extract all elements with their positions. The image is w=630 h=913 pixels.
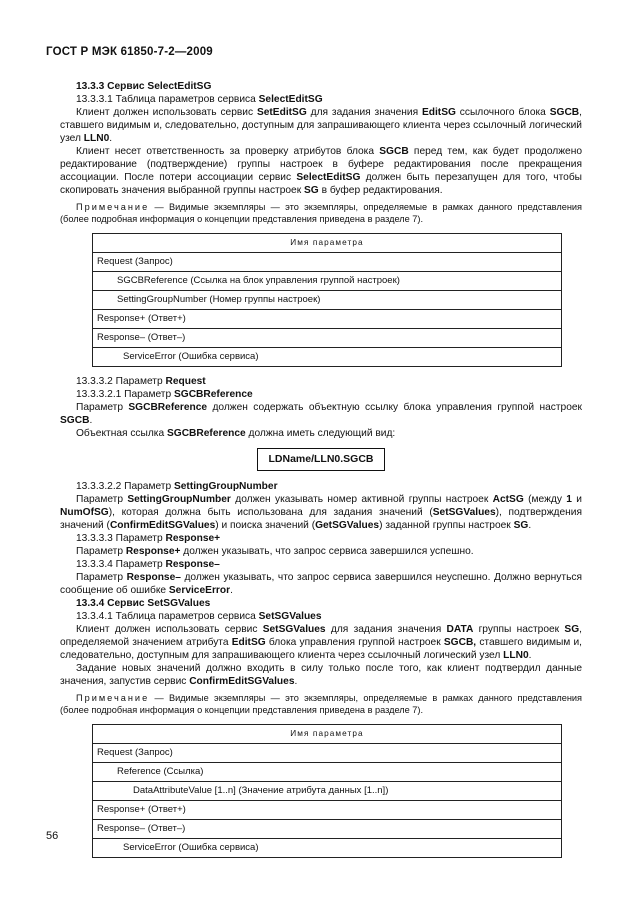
table-row: Request (Запрос)	[93, 744, 562, 763]
note: Примечание — Видимые экземпляры — это экземпляры, определяемые в рамках данного представления (более подробная информация о концепции представления приведена в разделе 7).	[60, 693, 582, 715]
table-row: Response+ (Ответ+)	[93, 801, 562, 820]
table-row: SettingGroupNumber (Номер группы настроек)	[93, 291, 562, 310]
subheading: 13.3.3.3 Параметр Response+	[76, 533, 221, 544]
table-row: Response– (Ответ–)	[93, 329, 562, 348]
table-row: SGCBReference (Ссылка на блок управления группой настроек)	[93, 272, 562, 291]
table-row: Response– (Ответ–)	[93, 820, 562, 839]
paragraph: Клиент должен использовать сервис SetEditSG для задания значения EditSG ссылочного блока SGCB, ставшего видимым и, следовательно, доступным для запрашивающего клиента через ссылочный логический узел LLN0.	[60, 107, 582, 144]
subheading: 13.3.3.2.1 Параметр SGCBReference	[76, 389, 253, 400]
reference-format-box: LDName/LLN0.SGCB	[257, 448, 384, 471]
paragraph: Параметр SGCBReference должен содержать объектную ссылку блока управления группой настроек SGCB.	[60, 402, 582, 426]
table-row: Request (Запрос)	[93, 253, 562, 272]
subheading: 13.3.3.2 Параметр Request	[76, 376, 206, 387]
paragraph: Параметр Response– должен указывать, что запрос сервиса завершился неуспешно. Должно вернуться сообщение об ошибке ServiceError.	[60, 572, 582, 596]
paragraph: Задание новых значений должно входить в силу только после того, как клиент подтвердил данные значения, запустив сервис ConfirmEditSGValues.	[60, 663, 582, 687]
reference-format-box-wrap	[60, 448, 582, 471]
document-header: ГОСТ Р МЭК 61850-7-2—2009	[46, 46, 213, 58]
table-row: DataAttributeValue [1..n] (Значение атрибута данных [1..n])	[93, 782, 562, 801]
parameter-table-setsgvalues	[92, 724, 562, 858]
table-row: ServiceError (Ошибка сервиса)	[93, 348, 562, 367]
table-row: ServiceError (Ошибка сервиса)	[93, 839, 562, 858]
paragraph: Клиент должен использовать сервис SetSGValues для задания значения DATA группы настроек SG, определяемой значением атрибута EditSG блока управления группой настроек SGCB, ставшего видимым и, следовательно, доступным для запрашивающего клиента через ссылочный логический узел LLN0.	[60, 624, 583, 661]
note: Примечание — Видимые экземпляры — это экземпляры, определяемые в рамках данного представления (более подробная информация о концепции представления приведена в разделе 7).	[60, 202, 582, 224]
paragraph: Параметр SettingGroupNumber должен указывать номер активной группы настроек ActSG (между 1 и NumOfSG), которая должна быть использована для задания значений (SetSGValues), подтверждения значений (ConfirmEditSGValues) и поиска значений (GetSGValues) заданной группы настроек SG.	[60, 494, 582, 531]
table-header: Имя параметра	[93, 234, 562, 253]
section-heading: 13.3.4 Сервис SetSGValues	[76, 598, 211, 609]
parameter-table-selecteditsg	[92, 233, 562, 367]
page-content	[60, 80, 582, 866]
paragraph: Параметр Response+ должен указывать, что запрос сервиса завершился успешно.	[76, 546, 474, 557]
table-row: Reference (Ссылка)	[93, 763, 562, 782]
page-number: 56	[46, 830, 59, 842]
paragraph: Объектная ссылка SGCBReference должна иметь следующий вид:	[76, 428, 396, 439]
paragraph: Клиент несет ответственность за проверку атрибутов блока SGCB перед тем, как будет продолжено редактирование (подтверждение) группы настроек в буфере редактирования после прекращения ассоциации. После потери ассоциации сервис SelectEditSG должен быть перезапущен для того, чтобы скопировать значения выбранной группы настроек SG в буфер редактирования.	[60, 146, 582, 196]
table-row: Response+ (Ответ+)	[93, 310, 562, 329]
section-heading: 13.3.3 Сервис SelectEditSG	[76, 81, 212, 92]
table-title: 13.3.3.1 Таблица параметров сервиса SelectEditSG	[76, 94, 323, 105]
table-header: Имя параметра	[93, 725, 562, 744]
table-title: 13.3.4.1 Таблица параметров сервиса SetSGValues	[76, 611, 322, 622]
subheading: 13.3.3.4 Параметр Response–	[76, 559, 220, 570]
subheading: 13.3.3.2.2 Параметр SettingGroupNumber	[76, 481, 278, 492]
